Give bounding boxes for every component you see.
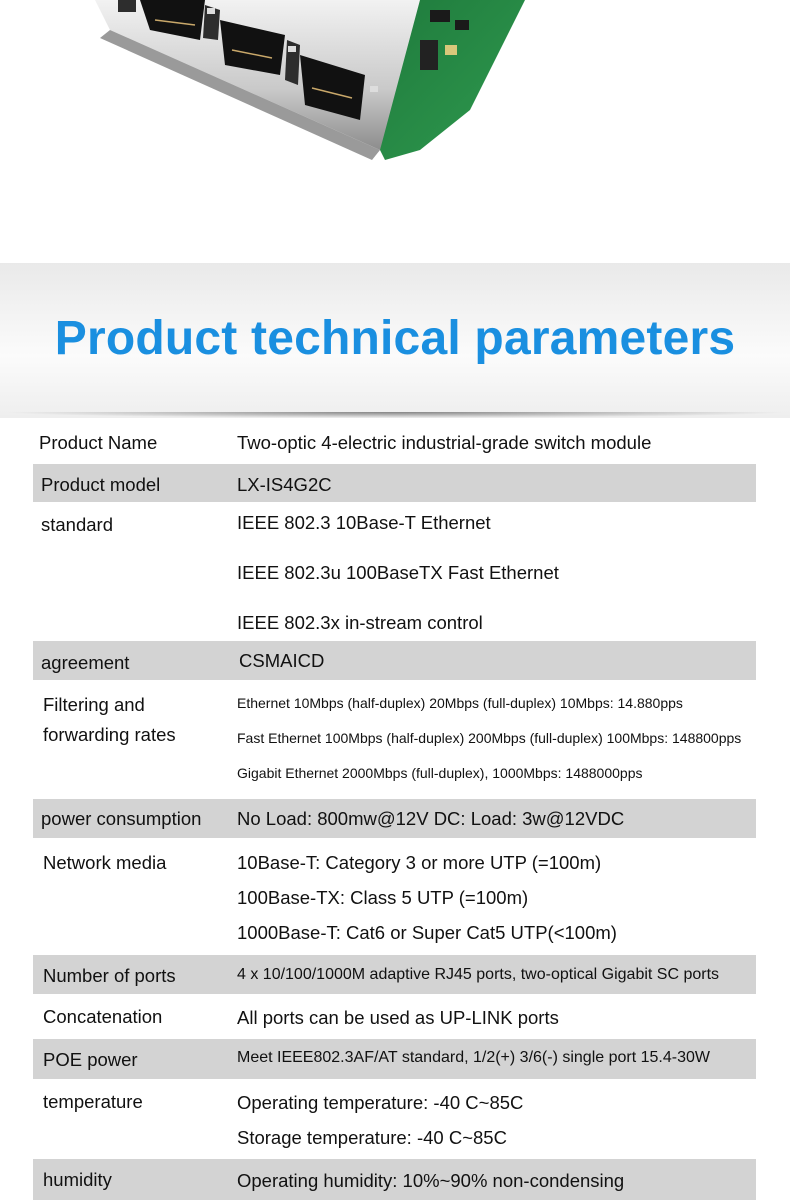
row-label: Product Name xyxy=(39,432,158,453)
row-label: standard xyxy=(41,514,113,535)
row-label: Filtering and xyxy=(43,694,145,715)
switch-module-image xyxy=(0,0,790,255)
row-value: Storage temperature: -40 C~85C xyxy=(237,1127,507,1148)
row-label: humidity xyxy=(43,1169,112,1190)
row-label: agreement xyxy=(41,652,130,673)
page-title: Product technical parameters xyxy=(54,312,736,365)
product-photo xyxy=(0,0,790,255)
table-row xyxy=(33,1159,756,1200)
row-value: No Load: 800mw@12V DC: Load: 3w@12VDC xyxy=(237,808,625,829)
row-value: Two-optic 4-electric industrial-grade switch module xyxy=(237,432,652,453)
row-value: Operating humidity: 10%~90% non-condensing xyxy=(237,1170,625,1191)
row-value: 100Base-TX: Class 5 UTP (=100m) xyxy=(237,887,529,908)
table-row xyxy=(33,641,756,680)
row-value: Gigabit Ethernet 2000Mbps (full-duplex), 1000Mbps: 1488000pps xyxy=(237,765,643,781)
table-row xyxy=(33,955,756,994)
row-value: All ports can be used as UP-LINK ports xyxy=(237,1007,559,1028)
row-value: CSMAICD xyxy=(239,650,325,671)
row-label: power consumption xyxy=(41,808,202,829)
title-banner xyxy=(0,263,790,418)
row-value: IEEE 802.3u 100BaseTX Fast Ethernet xyxy=(237,562,559,583)
row-label: temperature xyxy=(43,1091,143,1112)
row-label: Concatenation xyxy=(43,1006,163,1027)
table-row xyxy=(33,799,756,838)
row-value: Ethernet 10Mbps (half-duplex) 20Mbps (full-duplex) 10Mbps: 14.880pps xyxy=(237,695,683,711)
row-value: 1000Base-T: Cat6 or Super Cat5 UTP(<100m) xyxy=(237,922,617,943)
row-value: IEEE 802.3x in-stream control xyxy=(237,612,483,633)
row-value: Operating temperature: -40 C~85C xyxy=(237,1092,524,1113)
row-label: Number of ports xyxy=(43,965,176,986)
row-value: Meet IEEE802.3AF/AT standard, 1/2(+) 3/6(-) single port 15.4-30W xyxy=(237,1049,710,1066)
table-row xyxy=(33,464,756,502)
table-row xyxy=(33,422,756,462)
row-value: Fast Ethernet 100Mbps (half-duplex) 200Mbps (full-duplex) 100Mbps: 148800pps xyxy=(237,730,742,746)
row-label: POE power xyxy=(43,1049,138,1070)
banner-shadow xyxy=(0,412,790,418)
table-row xyxy=(33,839,756,954)
row-label: Product model xyxy=(41,474,161,495)
row-value: LX-IS4G2C xyxy=(237,474,332,495)
table-row xyxy=(33,1039,756,1079)
row-value: 10Base-T: Category 3 or more UTP (=100m) xyxy=(237,852,602,873)
row-label: Network media xyxy=(43,852,167,873)
table-row xyxy=(33,503,756,640)
row-label: forwarding rates xyxy=(43,724,176,745)
table-row xyxy=(33,995,756,1037)
table-row xyxy=(33,1080,756,1158)
row-value: 4 x 10/100/1000M adaptive RJ45 ports, two-optical Gigabit SC ports xyxy=(237,966,720,983)
table-row xyxy=(33,681,756,798)
row-value: IEEE 802.3 10Base-T Ethernet xyxy=(237,512,491,533)
